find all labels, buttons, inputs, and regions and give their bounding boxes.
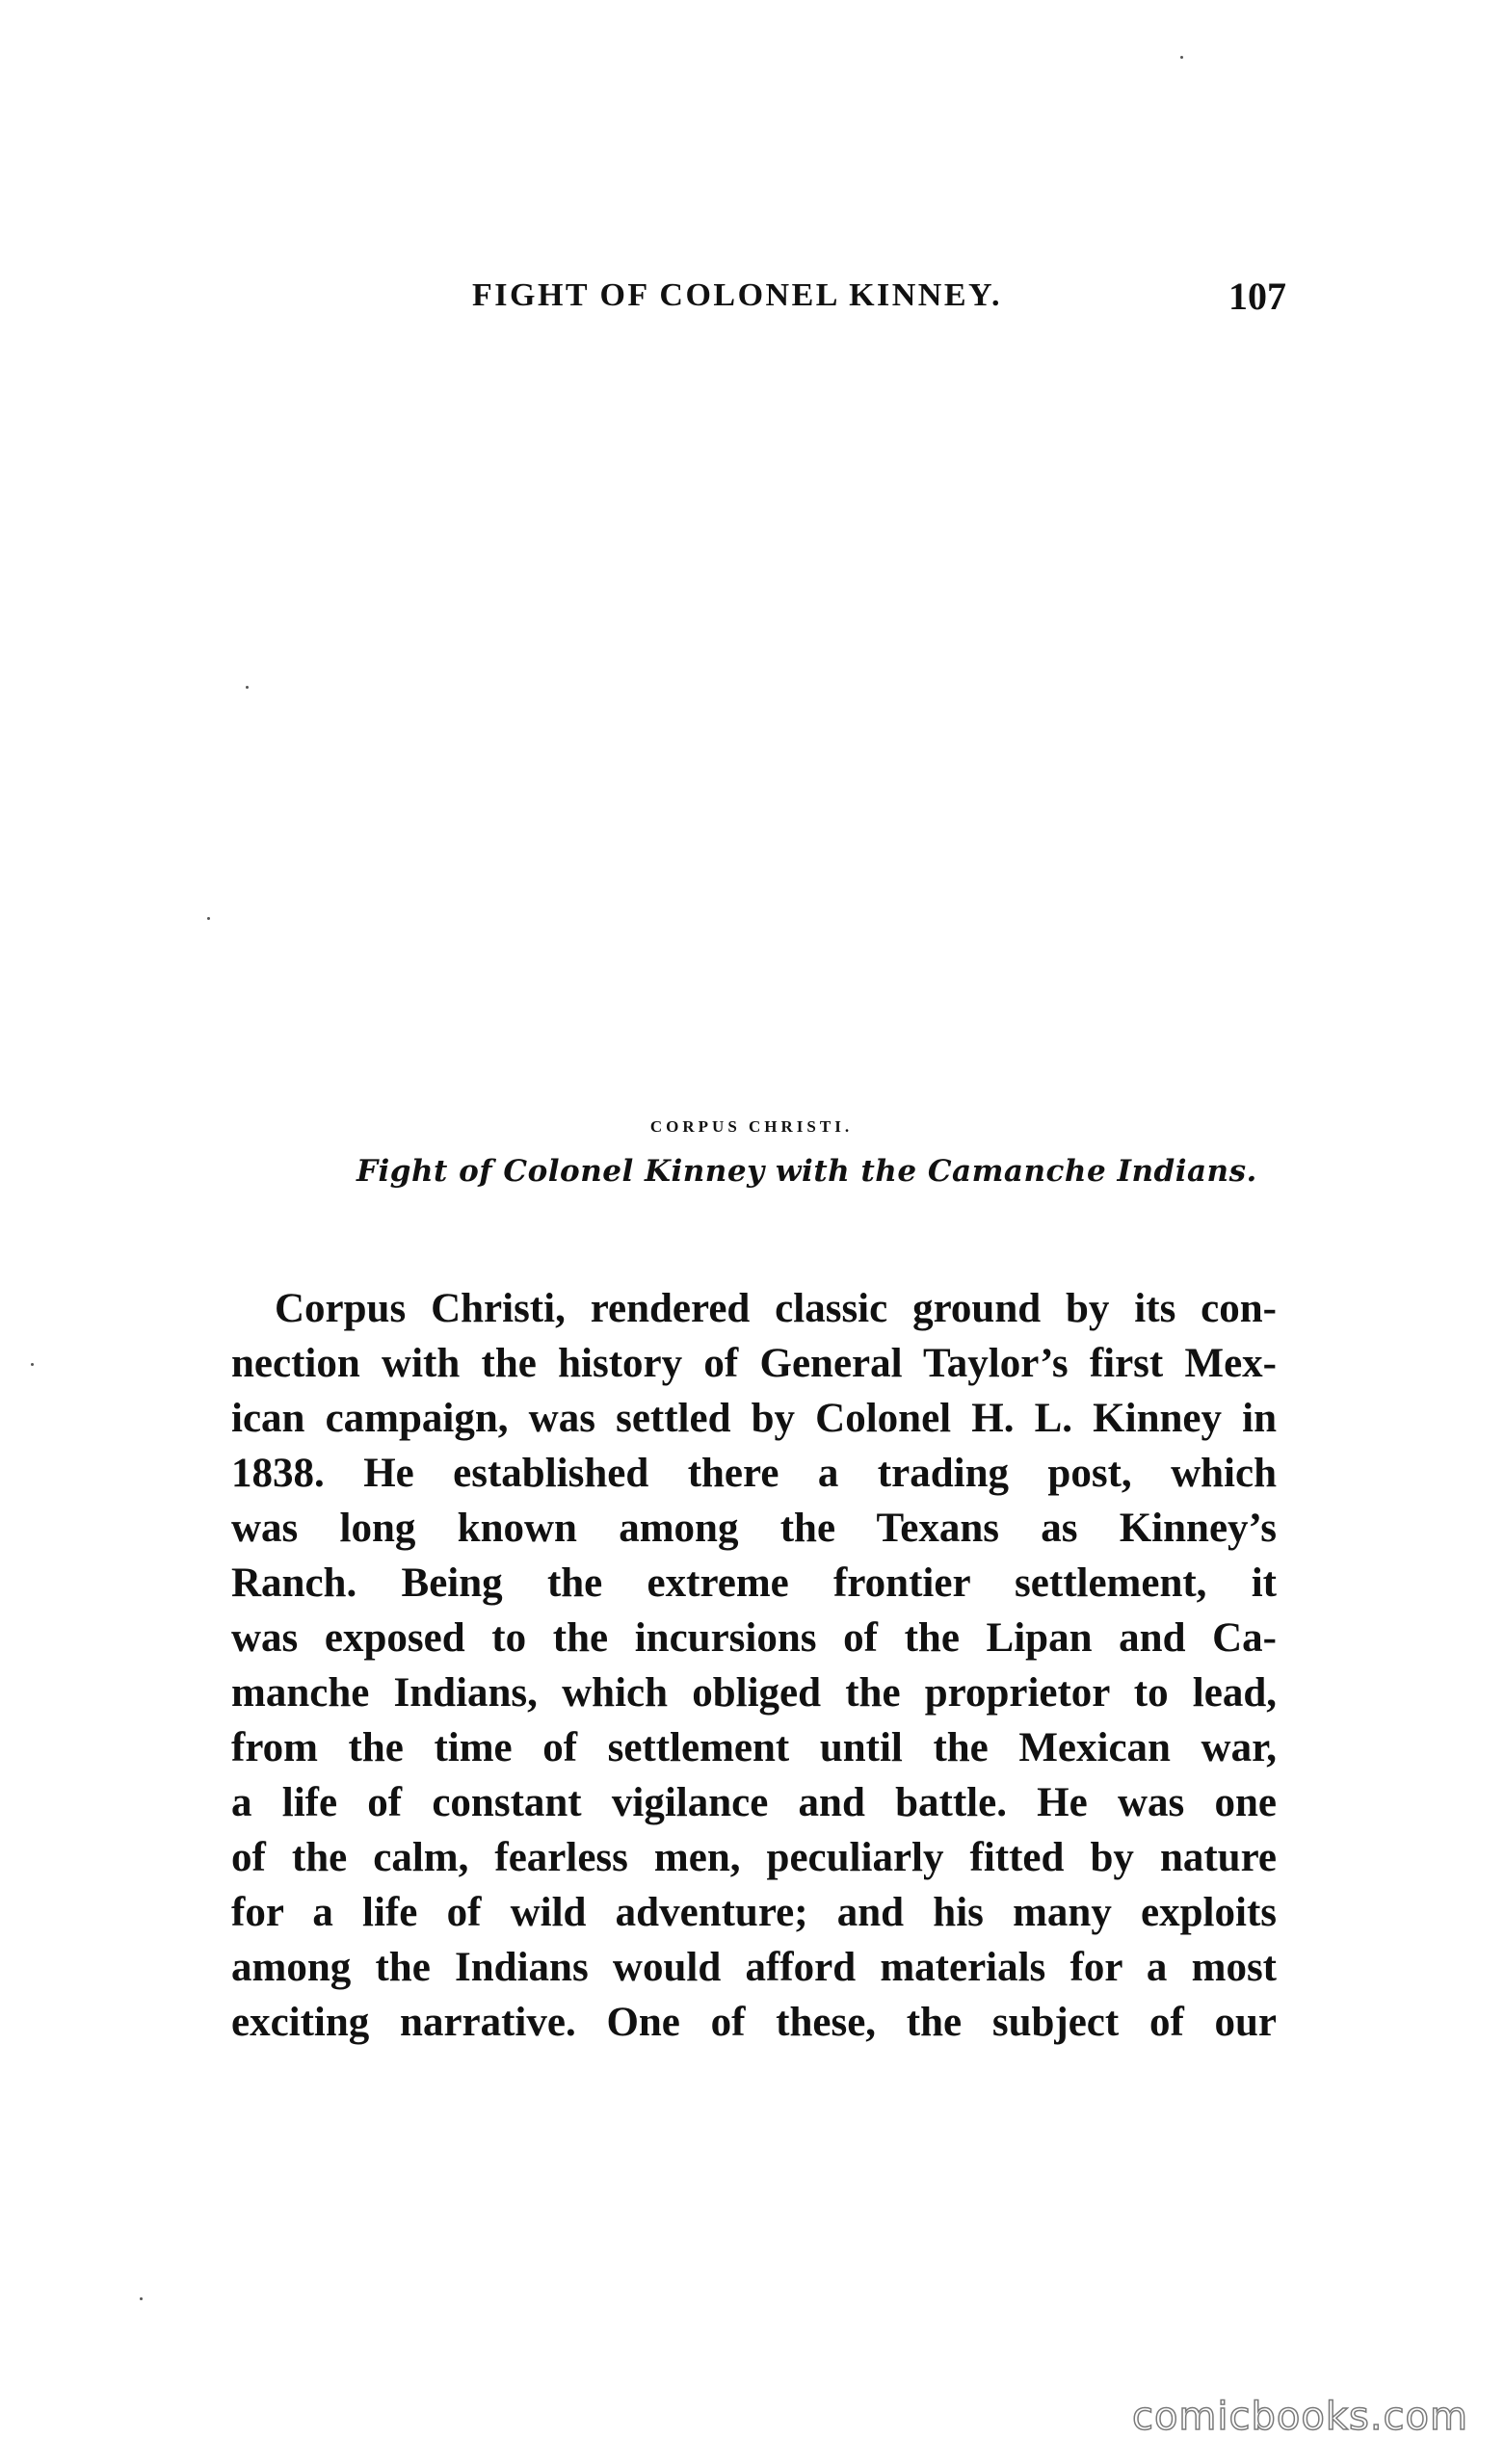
body-line: ican campaign, was settled by Colonel H. L. Kinney in <box>231 1396 1277 1441</box>
body-line: among the Indians would afford materials for a most <box>231 1945 1277 1990</box>
scan-speck <box>31 1363 34 1366</box>
body-paragraph <box>231 1281 1277 2050</box>
section-heading: Fight of Colonel Kinney with the Camanche Indians. <box>356 1154 1257 1189</box>
running-head <box>472 274 1286 322</box>
running-head-title: FIGHT OF COLONEL KINNEY. <box>472 277 1002 313</box>
body-line: was exposed to the incursions of the Lipan and Ca- <box>231 1615 1277 1661</box>
body-line: for a life of wild adventure; and his many exploits <box>231 1890 1277 1935</box>
scan-speck <box>246 686 249 689</box>
body-line: from the time of settlement until the Mexican war, <box>231 1725 1277 1770</box>
body-line: Ranch. Being the extreme frontier settlement, it <box>231 1560 1277 1606</box>
scan-speck <box>140 2297 143 2300</box>
body-line: of the calm, fearless men, peculiarly fitted by nature <box>231 1835 1277 1880</box>
section-label: CORPUS CHRISTI. <box>649 1117 854 1136</box>
scan-speck <box>1180 56 1183 59</box>
body-line: exciting narrative. One of these, the subject of our <box>231 2000 1277 2045</box>
body-line: Corpus Christi, rendered classic ground by its con- <box>275 1286 1277 1331</box>
body-line: 1838. He established there a trading post, which <box>231 1451 1277 1496</box>
watermark: comicbooks.com <box>1131 2395 1468 2439</box>
body-line: nection with the history of General Taylor’s first Mex- <box>231 1341 1277 1386</box>
page-number: 107 <box>1228 275 1286 318</box>
body-line: a life of constant vigilance and battle. He was one <box>231 1780 1277 1825</box>
body-line: was long known among the Texans as Kinney’s <box>231 1506 1277 1551</box>
scan-speck <box>207 917 210 920</box>
body-line: manche Indians, which obliged the proprietor to lead, <box>231 1670 1277 1716</box>
